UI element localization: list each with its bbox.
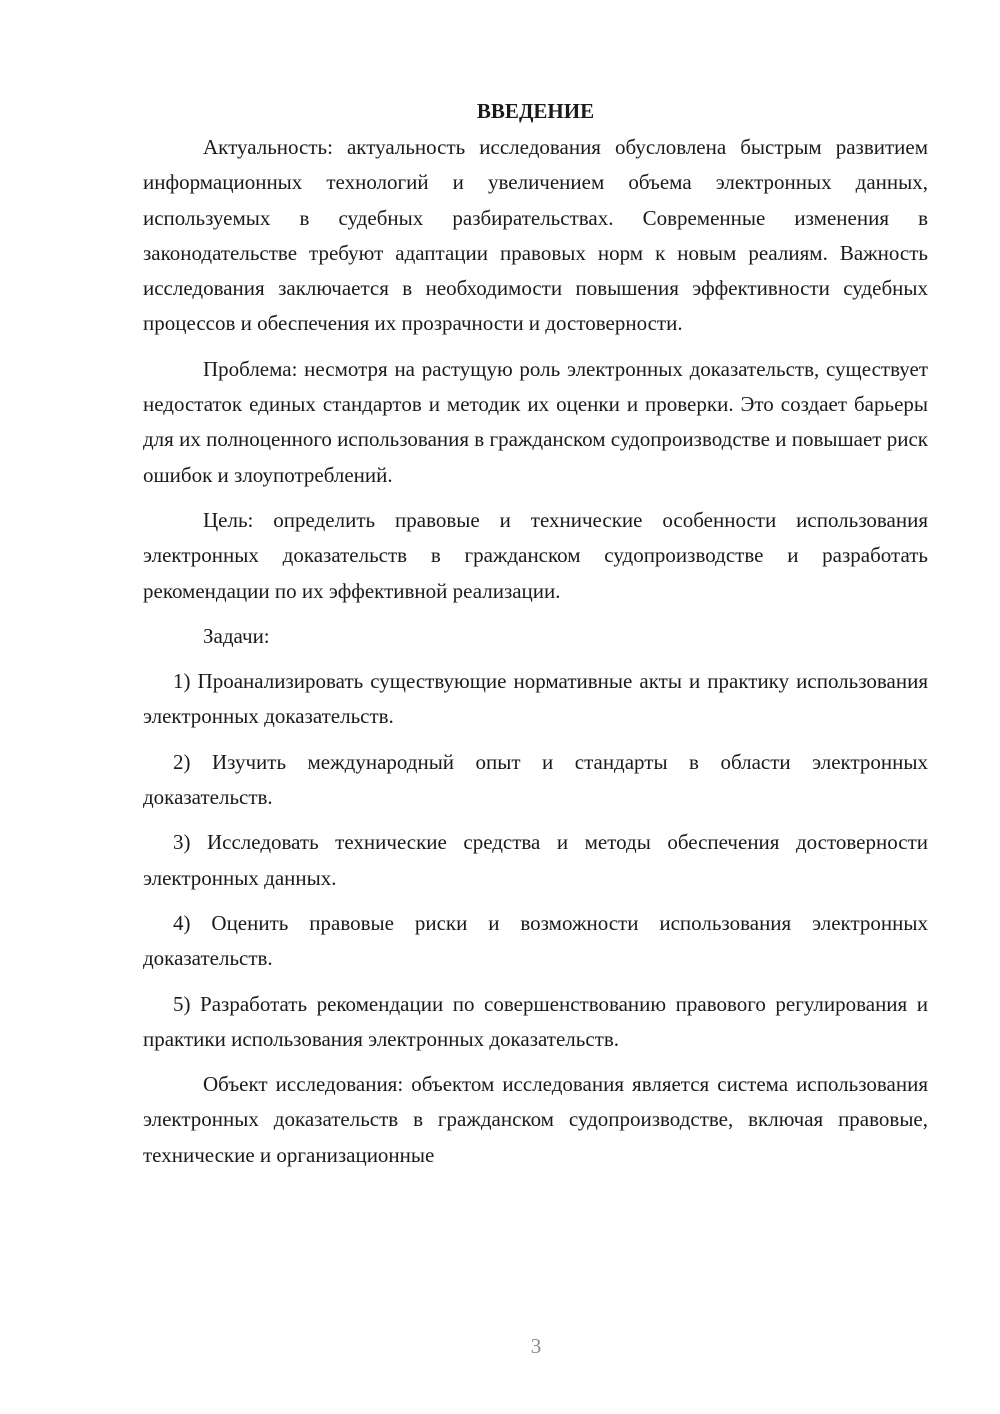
task-item-2: 2) Изучить международный опыт и стандарты в области электронных доказательств. xyxy=(143,749,928,810)
section-title: ВВЕДЕНИЕ xyxy=(476,99,595,123)
paragraph-tasks-heading: Задачи: xyxy=(203,623,270,648)
page-number: 3 xyxy=(530,1334,542,1358)
document-page xyxy=(143,96,928,1183)
task-item-4: 4) Оценить правовые риски и возможности использования электронных доказательств. xyxy=(143,910,928,971)
task-item-3: 3) Исследовать технические средства и методы обеспечения достоверности электронных данных. xyxy=(143,830,928,890)
paragraph-goal: Цель: определить правовые и технические особенности использования электронных доказательств в гражданском судопроизводстве и разработать рекомендации по их эффективной реализации. xyxy=(143,507,928,603)
task-item-1: 1) Проанализировать существующие нормативные акты и практику использования электронных доказательств. xyxy=(143,669,928,729)
task-item-5: 5) Разработать рекомендации по совершенствованию правового регулирования и практики использования электронных доказательств. xyxy=(143,991,928,1051)
paragraph-problem: Проблема: несмотря на растущую роль электронных доказательств, существует недостаток единых стандартов и методик их оценки и проверки. Это создает барьеры для их полноценного использования в гражданском судопроизводстве и повышает риск ошибок и злоупотреблений. xyxy=(143,356,928,487)
paragraph-relevance: Актуальность: актуальность исследования обусловлена быстрым развитием информационных технологий и увеличением объема электронных данных, используемых в судебных разбирательствах. Современные изменения в законодательстве требуют адаптации правовых норм к новым реалиям. Важность исследования заключается в необходимости повышения эффективности судебных процессов и обеспечения их прозрачности и достоверности. xyxy=(143,135,928,336)
paragraph-object: Объект исследования: объектом исследования является система использования электронных доказательств в гражданском судопроизводстве, включая правовые, технические и организационные xyxy=(143,1072,928,1167)
